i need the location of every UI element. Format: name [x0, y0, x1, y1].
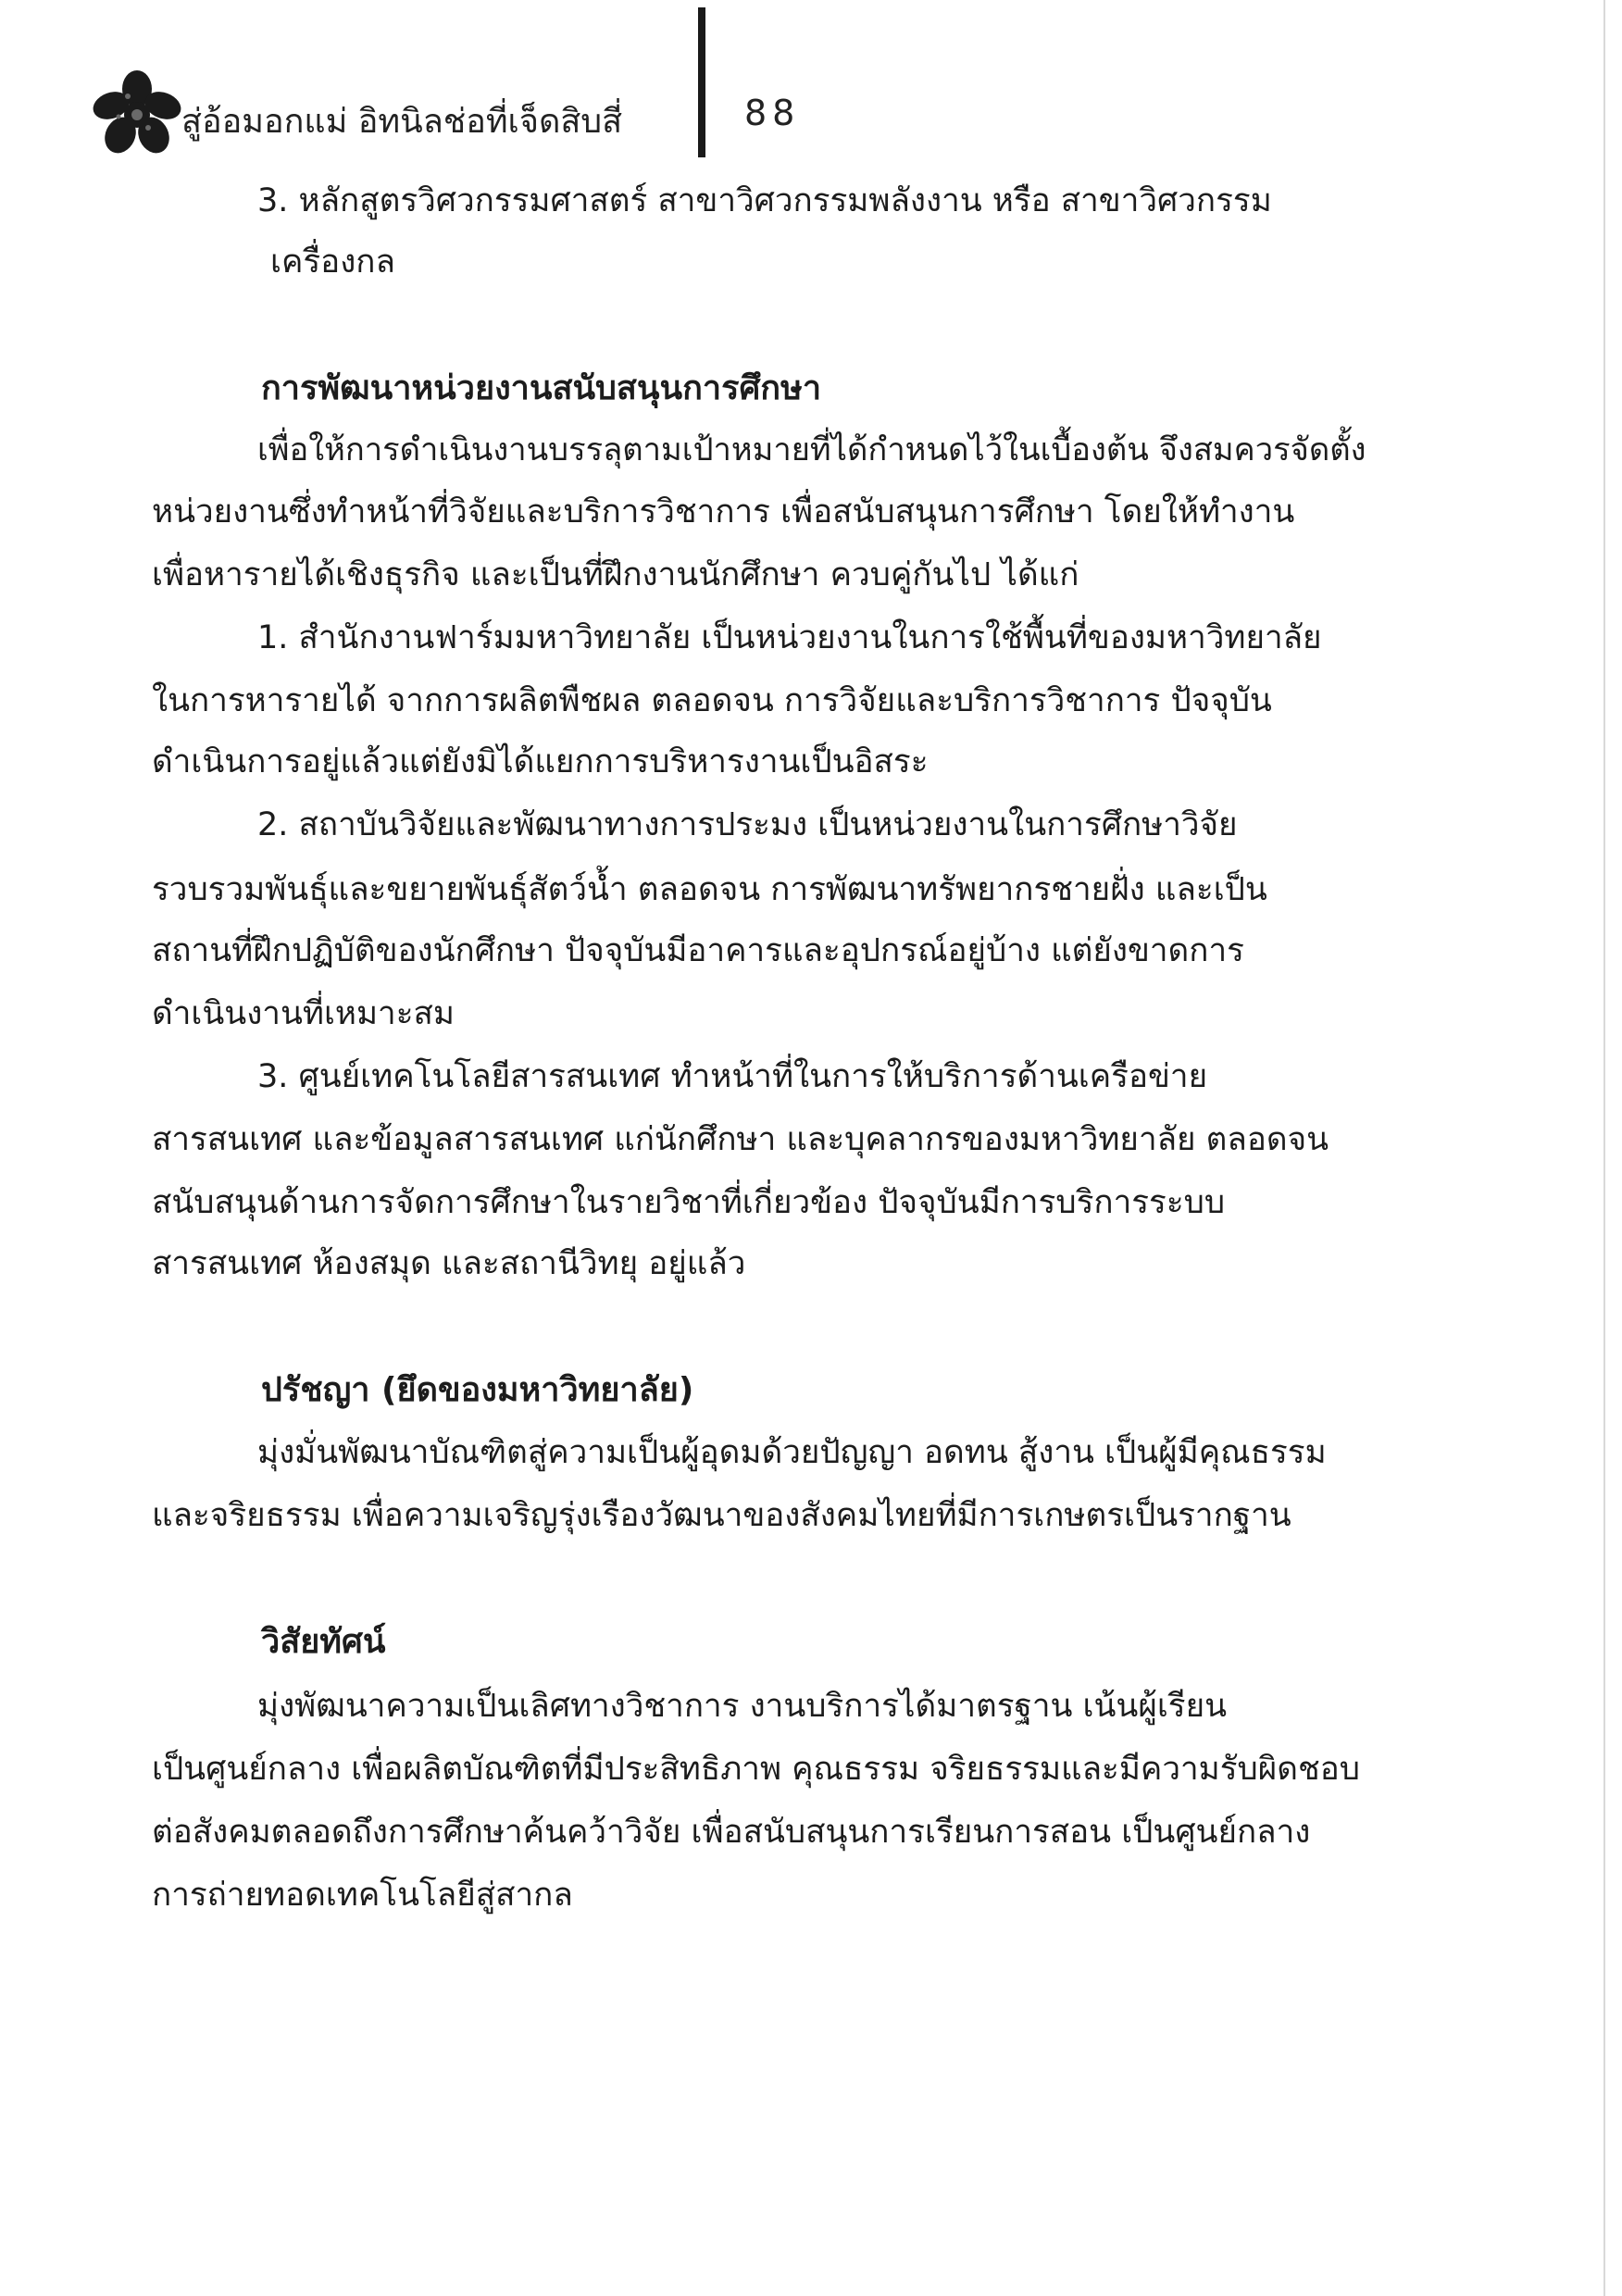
- paragraph-line: หน่วยงานซึ่งทำหน้าที่วิจัยและบริการวิชาการ เพื่อสนับสนุนการศึกษา โดยให้ทำงาน: [152, 493, 1295, 530]
- list-item-3-line-2: เครื่องกล: [270, 243, 395, 281]
- paragraph-line: 2. สถาบันวิจัยและพัฒนาทางการประมง เป็นหน่วยงานในการศึกษาวิจัย: [257, 806, 1238, 843]
- paragraph-line: และจริยธรรม เพื่อความเจริญรุ่งเรืองวัฒนาของสังคมไทยที่มีการเกษตรเป็นรากฐาน: [152, 1497, 1291, 1534]
- paragraph-line: เพื่อให้การดำเนินงานบรรลุตามเป้าหมายที่ได้กำหนดไว้ในเบื้องต้น จึงสมควรจัดตั้ง: [257, 431, 1366, 468]
- paragraph-line: เป็นศูนย์กลาง เพื่อผลิตบัณฑิตที่มีประสิทธิภาพ คุณธรรม จริยธรรมและมีความรับผิดชอบ: [152, 1751, 1360, 1788]
- section-heading-vision: วิสัยทัศน์: [261, 1623, 386, 1661]
- page-edge-line: [1603, 0, 1605, 2296]
- paragraph-line: การถ่ายทอดเทคโนโลยีสู่สากล: [152, 1877, 573, 1914]
- paragraph-line: 1. สำนักงานฟาร์มมหาวิทยาลัย เป็นหน่วยงานในการใช้พื้นที่ของมหาวิทยาลัย: [257, 619, 1322, 656]
- paragraph-line: สถานที่ฝึกปฏิบัติของนักศึกษา ปัจจุบันมีอาคารและอุปกรณ์อยู่บ้าง แต่ยังขาดการ: [152, 932, 1244, 969]
- header-title: สู่อ้อมอกแม่ อิทนิลช่อที่เจ็ดสิบสี่: [181, 103, 623, 141]
- section-heading-philosophy: ปรัชญา (ยึดของมหาวิทยาลัย): [261, 1371, 694, 1409]
- paragraph-line: ดำเนินงานที่เหมาะสม: [152, 995, 455, 1032]
- page-number: 88: [744, 93, 801, 133]
- paragraph-line: มุ่งมั่นพัฒนาบัณฑิตสู่ความเป็นผู้อุดมด้วยปัญญา อดทน สู้งาน เป็นผู้มีคุณธรรม: [257, 1434, 1327, 1471]
- paragraph-line: 3. ศูนย์เทคโนโลยีสารสนเทศ ทำหน้าที่ในการให้บริการด้านเครือข่าย: [257, 1058, 1208, 1095]
- orchid-flower-logo-icon: [91, 69, 183, 157]
- page-header: [91, 56, 924, 157]
- paragraph-line: รวบรวมพันธุ์และขยายพันธุ์สัตว์น้ำ ตลอดจน การพัฒนาทรัพยากรชายฝั่ง และเป็น: [152, 871, 1267, 908]
- paragraph-line: สารสนเทศ ห้องสมุด และสถานีวิทยุ อยู่แล้ว: [152, 1245, 746, 1282]
- section-heading-support: การพัฒนาหน่วยงานสนับสนุนการศึกษา: [261, 369, 822, 407]
- paragraph-line: มุ่งพัฒนาความเป็นเลิศทางวิชาการ งานบริการได้มาตรฐาน เน้นผู้เรียน: [257, 1688, 1228, 1725]
- paragraph-line: สนับสนุนด้านการจัดการศึกษาในรายวิชาที่เกี่ยวข้อง ปัจจุบันมีการบริการระบบ: [152, 1184, 1226, 1221]
- list-item-3-line-1: 3. หลักสูตรวิศวกรรมศาสตร์ สาขาวิศวกรรมพลังงาน หรือ สาขาวิศวกรรม: [257, 182, 1272, 219]
- paragraph-line: สารสนเทศ และข้อมูลสารสนเทศ แก่นักศึกษา และบุคลากรของมหาวิทยาลัย ตลอดจน: [152, 1121, 1329, 1158]
- header-divider: [698, 7, 705, 157]
- paragraph-line: เพื่อหารายได้เชิงธุรกิจ และเป็นที่ฝึกงานนักศึกษา ควบคู่กันไป ได้แก่: [152, 556, 1079, 593]
- paragraph-line: ต่อสังคมตลอดถึงการศึกษาค้นคว้าวิจัย เพื่อสนับสนุนการเรียนการสอน เป็นศูนย์กลาง: [152, 1814, 1311, 1851]
- paragraph-line: ในการหารายได้ จากการผลิตพืชผล ตลอดจน การวิจัยและบริการวิชาการ ปัจจุบัน: [152, 682, 1272, 719]
- paragraph-line: ดำเนินการอยู่แล้วแต่ยังมิได้แยกการบริหารงานเป็นอิสระ: [152, 743, 929, 780]
